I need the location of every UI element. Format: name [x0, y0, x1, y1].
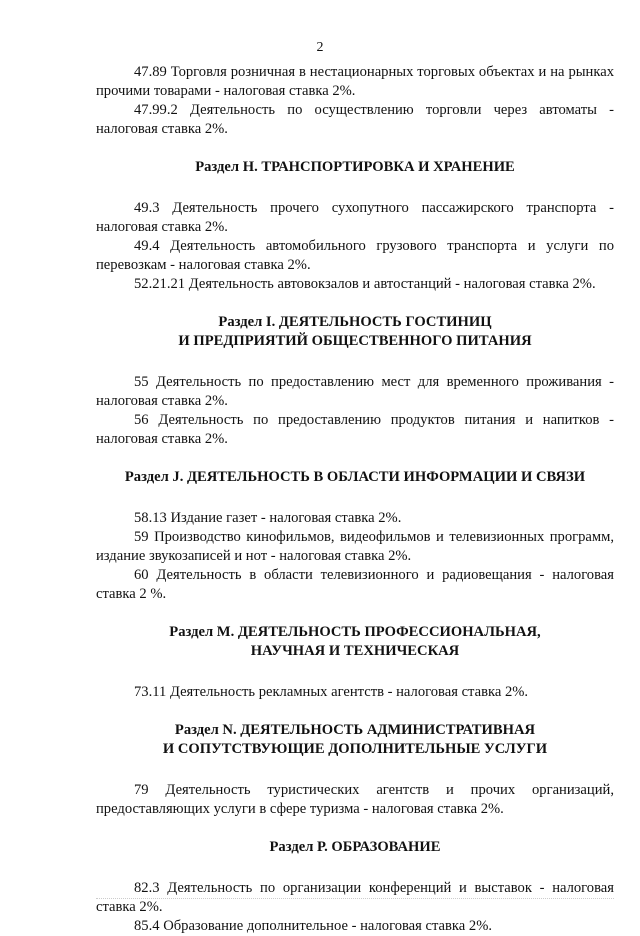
activity-paragraph: 85.4 Образование дополнительное - налоговая ставка 2%. [134, 918, 493, 934]
activity-paragraph: 47.89 Торговля розничная в нестационарных торговых объектах и на рынках прочими товарами - налоговая ставка 2%. [96, 64, 614, 99]
section-heading: Раздел I. ДЕЯТЕЛЬНОСТЬ ГОСТИНИЦ [218, 314, 492, 330]
section-heading: Раздел N. ДЕЯТЕЛЬНОСТЬ АДМИНИСТРАТИВНАЯ [174, 722, 536, 738]
section-spacing [96, 351, 614, 373]
section-heading: Раздел М. ДЕЯТЕЛЬНОСТЬ ПРОФЕССИОНАЛЬНАЯ, [169, 624, 541, 640]
activity-paragraph: 52.21.21 Деятельность автовокзалов и автостанций - налоговая ставка 2%. [134, 276, 596, 292]
section-spacing [96, 759, 614, 781]
activity-paragraph: 58.13 Издание газет - налоговая ставка 2%. [134, 510, 402, 526]
section-spacing [96, 857, 614, 879]
activity-paragraph: 82.3 Деятельность по организации конференций и выставок - налоговая ставка 2%. [96, 880, 614, 915]
section-spacing [96, 294, 614, 313]
section-heading: НАУЧНАЯ И ТЕХНИЧЕСКАЯ [250, 643, 460, 659]
activity-paragraph: 59 Производство кинофильмов, видеофильмов и телевизионных программ, издание звукозаписей и нот - налоговая ставка 2%. [96, 529, 614, 564]
section-spacing [96, 702, 614, 721]
section-spacing [96, 661, 614, 683]
activity-paragraph: 79 Деятельность туристических агентств и прочих организаций, предоставляющих услуги в сфере туризма - налоговая ставка 2%. [96, 782, 614, 817]
activity-paragraph: 49.4 Деятельность автомобильного грузового транспорта и услуги по перевозкам - налоговая ставка 2%. [96, 238, 614, 273]
section-spacing [96, 604, 614, 623]
section-spacing [96, 449, 614, 468]
section-heading: И ПРЕДПРИЯТИЙ ОБЩЕСТВЕННОГО ПИТАНИЯ [178, 333, 532, 349]
activity-paragraph: 47.99.2 Деятельность по осуществлению торговли через автоматы - налоговая ставка 2%. [96, 102, 614, 137]
page-number: 2 [316, 40, 324, 55]
activity-paragraph: 73.11 Деятельность рекламных агентств - налоговая ставка 2%. [134, 684, 529, 700]
activity-paragraph: 60 Деятельность в области телевизионного и радиовещания - налоговая ставка 2 %. [96, 567, 614, 602]
document-body [96, 63, 614, 936]
section-spacing [96, 487, 614, 509]
activity-paragraph: 55 Деятельность по предоставлению мест для временного проживания - налоговая ставка 2%. [96, 374, 614, 409]
section-heading: Раздел J. ДЕЯТЕЛЬНОСТЬ В ОБЛАСТИ ИНФОРМАЦИИ И СВЯЗИ [124, 469, 586, 485]
activity-paragraph: 56 Деятельность по предоставлению продуктов питания и напитков - налоговая ставка 2%. [96, 412, 614, 447]
section-heading: И СОПУТСТВУЮЩИЕ ДОПОЛНИТЕЛЬНЫЕ УСЛУГИ [162, 741, 548, 757]
section-spacing [96, 139, 614, 158]
section-spacing [96, 177, 614, 199]
section-heading: Раздел Р. ОБРАЗОВАНИЕ [269, 839, 441, 855]
section-heading: Раздел Н. ТРАНСПОРТИРОВКА И ХРАНЕНИЕ [195, 159, 515, 175]
activity-paragraph: 49.3 Деятельность прочего сухопутного пассажирского транспорта - налоговая ставка 2%. [96, 200, 614, 235]
page-bottom-divider [96, 898, 614, 899]
section-spacing [96, 819, 614, 838]
